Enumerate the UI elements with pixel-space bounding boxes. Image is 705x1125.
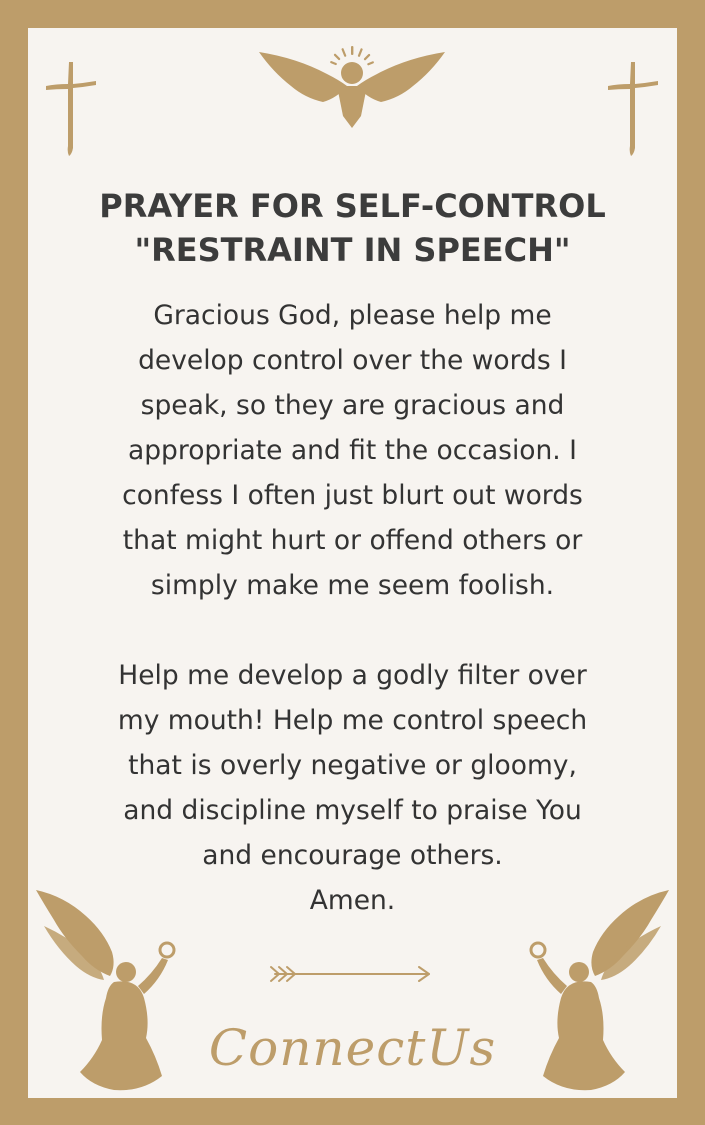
prayer-line: confess I often just blurt out words: [122, 480, 583, 511]
prayer-line: appropriate and fit the occasion. I: [128, 435, 577, 466]
prayer-line: Help me develop a godly filter over: [118, 660, 587, 691]
prayer-line: that is overly negative or gloomy,: [128, 750, 577, 781]
prayer-line: speak, so they are gracious and: [140, 390, 565, 421]
arrow-icon: [269, 962, 435, 986]
prayer-line: and discipline myself to praise You: [123, 795, 582, 826]
prayer-card: [28, 28, 677, 1098]
prayer-closing: Amen.: [309, 885, 396, 916]
brand-logo: ConnectUs: [208, 1019, 497, 1077]
prayer-line: that might hurt or offend others or: [122, 525, 583, 556]
prayer-body: [28, 293, 677, 923]
paragraph-gap: [28, 608, 677, 653]
cross-icon: [606, 60, 660, 158]
prayer-line: and encourage others.: [202, 840, 503, 871]
prayer-title: [28, 184, 677, 272]
prayer-line: my mouth! Help me control speech: [117, 705, 588, 736]
angel-icon: [521, 886, 671, 1096]
title-line-2: "RESTRAINT IN SPEECH": [134, 231, 571, 269]
prayer-line: develop control over the words I: [138, 345, 567, 376]
prayer-line: Gracious God, please help me: [153, 300, 552, 331]
cross-icon: [44, 60, 98, 158]
winged-sun-emblem-icon: [257, 46, 447, 130]
prayer-line: simply make me seem foolish.: [150, 570, 555, 601]
title-line-1: PRAYER FOR SELF-CONTROL: [99, 187, 606, 225]
